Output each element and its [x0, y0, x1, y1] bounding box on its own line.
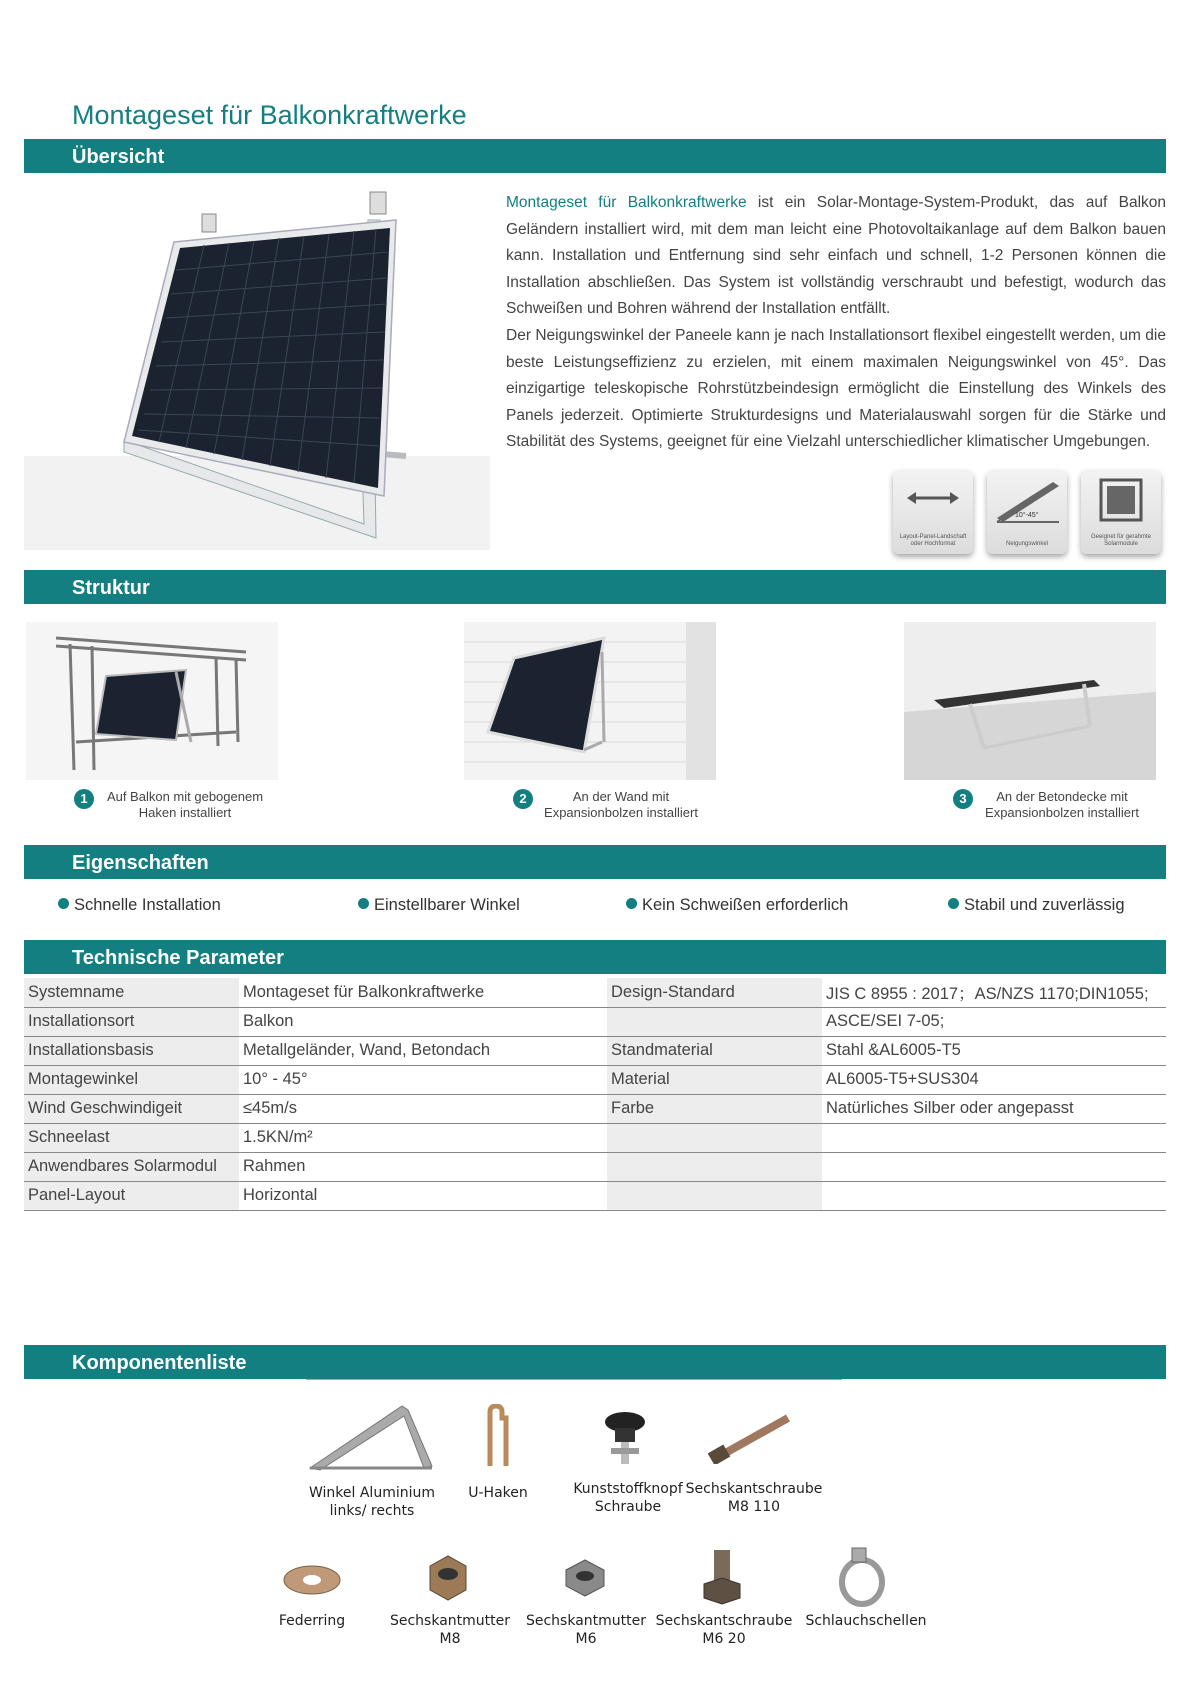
step-number: 3: [953, 789, 973, 809]
param-value-cell: ≤45m/s: [239, 1094, 607, 1123]
overview-paragraph-1: ist ein Solar-Montage-System-Produkt, das auf Balkon Geländern installiert wird, mit dem man leicht eine Photovoltaikanlage auf dem Balkon bauen kann. Installation und Entfernung sind sehr einfach und schnell, 1-2 Personen können die Installation abschließen. Das System ist vollständig verschraubt und befestigt, wodurch das Schweißen und Bohren während der Installation entfällt.: [506, 194, 1166, 318]
param-key-cell: Standmaterial: [607, 1036, 822, 1065]
hex-bolt-long-icon: [708, 1412, 794, 1464]
section-title: Struktur: [72, 577, 150, 599]
bullet-dot-icon: [58, 898, 69, 909]
caption-line: Haken installiert: [138, 805, 232, 820]
u-hook-icon: [484, 1404, 510, 1470]
caption-line: An der Betondecke mit: [996, 789, 1128, 804]
table-row: [24, 1065, 1166, 1094]
param-value-cell: ASCE/SEI 7-05;: [822, 1007, 1166, 1036]
table-row: [24, 1036, 1166, 1065]
param-value-cell: JIS C 8955 : 2017；AS/NZS 1170;DIN1055;: [822, 978, 1166, 1007]
param-key-cell: Wind Geschwindigeit: [24, 1094, 239, 1123]
structure-caption-1: [94, 789, 276, 821]
section-title: Eigenschaften: [72, 852, 209, 874]
table-row: [24, 1007, 1166, 1036]
structure-caption-3: [970, 789, 1154, 821]
component-label: [566, 1480, 690, 1516]
component-label-line: Sechskantschraube: [685, 1481, 823, 1497]
param-value-cell: [822, 1152, 1166, 1181]
divider: [306, 1379, 842, 1380]
concrete-roof-mount-image: [904, 622, 1156, 780]
bullet-dot-icon: [358, 898, 369, 909]
property-item: [358, 896, 520, 915]
param-value-cell: Stahl &AL6005-T5: [822, 1036, 1166, 1065]
param-key-cell: Schneelast: [24, 1123, 239, 1152]
overview-highlight: Montageset für Balkonkraftwerke: [506, 194, 747, 211]
component-label: [798, 1612, 934, 1630]
param-value-cell: Natürliches Silber oder angepasst: [822, 1094, 1166, 1123]
param-value-cell: Rahmen: [239, 1152, 607, 1181]
hose-clamp-icon: [838, 1546, 892, 1608]
param-key-cell: Farbe: [607, 1094, 822, 1123]
hex-nut-m8-icon: [424, 1552, 472, 1604]
spring-washer-icon: [282, 1562, 342, 1598]
table-row: [24, 978, 1166, 1007]
bullet-dot-icon: [948, 898, 959, 909]
param-key-cell: Montagewinkel: [24, 1065, 239, 1094]
property-label: Stabil und zuverlässig: [964, 896, 1125, 914]
section-bar-tech: [24, 940, 1166, 974]
param-value-cell: Balkon: [239, 1007, 607, 1036]
page-title: Montageset für Balkonkraftwerke: [72, 100, 467, 130]
param-value-cell: 1.5KN/m²: [239, 1123, 607, 1152]
param-value-cell: Horizontal: [239, 1181, 607, 1210]
tile-angle-label: 10°-45°: [1015, 512, 1039, 519]
step-number: 2: [513, 789, 533, 809]
feature-tiles: [893, 470, 1173, 560]
component-label: [518, 1612, 654, 1648]
param-value-cell: Montageset für Balkonkraftwerke: [239, 978, 607, 1007]
balcony-mount-image: [26, 622, 278, 780]
section-bar-structure: [24, 570, 1166, 604]
property-label: Kein Schweißen erforderlich: [642, 896, 849, 914]
param-value-cell: 10° - 45°: [239, 1065, 607, 1094]
caption-line: Expansionbolzen installiert: [985, 805, 1139, 820]
plastic-knob-screw-icon: [598, 1410, 652, 1468]
component-label: [382, 1612, 518, 1648]
param-key-cell: Material: [607, 1065, 822, 1094]
component-label: [300, 1484, 444, 1520]
section-bar-components: [24, 1345, 1166, 1379]
component-label: [260, 1612, 364, 1630]
wall-mount-image: [464, 622, 716, 780]
section-title: Übersicht: [72, 146, 165, 168]
component-label-line: Federring: [278, 1613, 346, 1629]
table-row: [24, 1094, 1166, 1123]
param-key-cell: Installationsort: [24, 1007, 239, 1036]
property-item: [626, 896, 848, 915]
frame-module-icon: [1099, 478, 1143, 522]
step-number: 1: [74, 789, 94, 809]
aluminium-angle-icon: [306, 1402, 436, 1472]
param-key-cell: [607, 1007, 822, 1036]
table-row: [24, 1123, 1166, 1152]
overview-paragraph-2: Der Neigungswinkel der Paneele kann je nach Installationsort flexibel eingestellt werden, um die beste Leistungseffizienz zu erzielen, mit einem maximalen Neigungswinkel von 45°. Das einzigartige teleskopische Rohrstützbeindesign ermöglicht die Einstellung des Winkels des Panels jederzeit. Optimierte Strukturdesigns und Materialauswahl sorgen für die Stärke und Stabilität des Systems, geeignet für eine Vielzahl unterschiedlicher klimatischer Umgebungen.: [506, 326, 1166, 451]
feature-tile-frame: [1081, 470, 1161, 554]
param-key-cell: [607, 1123, 822, 1152]
property-label: Schnelle Installation: [74, 896, 221, 914]
tech-params-table: [24, 978, 1166, 1211]
tile-caption: Layout-Panel-Landschaft oder Hochformat: [899, 534, 967, 547]
component-label: [458, 1484, 538, 1502]
property-label: Einstellbarer Winkel: [374, 896, 520, 914]
double-arrow-icon: [907, 488, 959, 508]
feature-tile-angle: [987, 470, 1067, 554]
component-label-line: U-Haken: [468, 1485, 528, 1501]
structure-caption-2: [530, 789, 712, 821]
param-value-cell: AL6005-T5+SUS304: [822, 1065, 1166, 1094]
param-key-cell: Panel-Layout: [24, 1181, 239, 1210]
component-label-line: M6: [575, 1631, 597, 1647]
param-key-cell: Anwendbares Solarmodul: [24, 1152, 239, 1181]
param-key-cell: Installationsbasis: [24, 1036, 239, 1065]
property-item: [948, 896, 1125, 915]
property-item: [58, 896, 221, 915]
hex-bolt-short-icon: [702, 1546, 742, 1608]
section-bar-properties: [24, 845, 1166, 879]
component-label-line: M8: [439, 1631, 461, 1647]
table-row: [24, 1152, 1166, 1181]
param-value-cell: [822, 1123, 1166, 1152]
component-label-line: Schraube: [594, 1499, 662, 1515]
caption-line: An der Wand mit: [572, 789, 670, 804]
component-label-line: M8 110: [727, 1499, 781, 1515]
caption-line: Auf Balkon mit gebogenem: [106, 789, 264, 804]
component-label-line: Winkel Aluminium: [309, 1485, 435, 1501]
component-label-line: M6 20: [702, 1631, 746, 1647]
tile-caption: Neigungswinkel: [1005, 541, 1049, 547]
tile-caption: Geeignet für gerahmte Solarmodule: [1090, 534, 1152, 547]
component-label-line: Sechskantmutter: [525, 1613, 647, 1629]
param-key-cell: Systemname: [24, 978, 239, 1007]
overview-description: [506, 190, 1166, 456]
hex-nut-m6-icon: [562, 1558, 608, 1598]
param-key-cell: [607, 1181, 822, 1210]
component-label-line: Schlauchschellen: [805, 1613, 927, 1629]
param-key-cell: [607, 1152, 822, 1181]
component-label-line: Sechskantmutter: [389, 1613, 511, 1629]
section-bar-overview: [24, 139, 1166, 173]
component-label-line: links/ rechts: [329, 1503, 415, 1519]
section-title: Komponentenliste: [72, 1352, 247, 1374]
table-row: [24, 1181, 1166, 1210]
component-label: [684, 1480, 824, 1516]
param-value-cell: [822, 1181, 1166, 1210]
bullet-dot-icon: [626, 898, 637, 909]
component-label: [650, 1612, 798, 1648]
section-title: Technische Parameter: [72, 947, 284, 969]
solar-panel-mount-image: [24, 184, 490, 550]
param-key-cell: Design-Standard: [607, 978, 822, 1007]
param-value-cell: Metallgeländer, Wand, Betondach: [239, 1036, 607, 1065]
feature-tile-layout: [893, 470, 973, 554]
caption-line: Expansionbolzen installiert: [544, 805, 698, 820]
component-label-line: Sechskantschraube: [655, 1613, 793, 1629]
component-label-line: Kunststoffknopf: [573, 1481, 683, 1497]
